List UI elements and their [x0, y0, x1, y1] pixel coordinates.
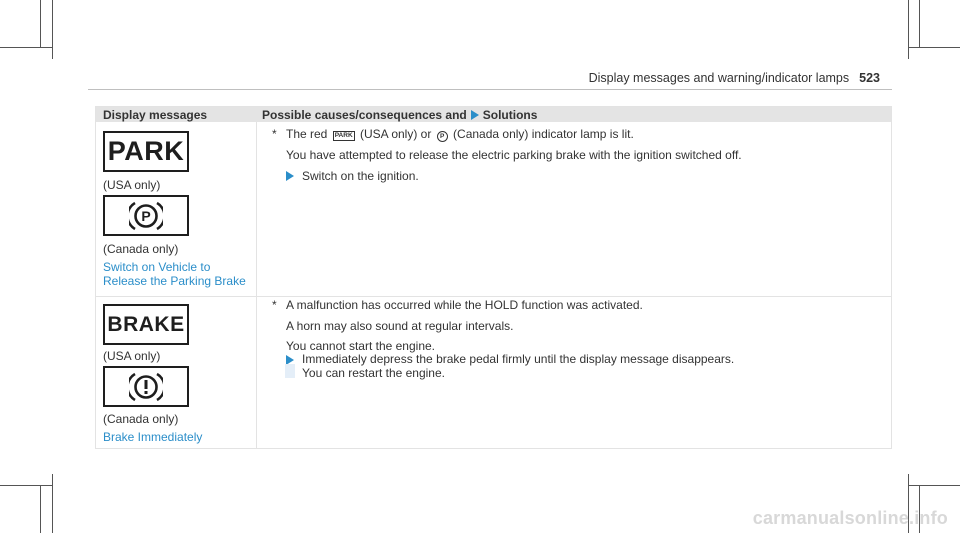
cause-text: A malfunction has occurred while the HOLD function was activated. — [286, 298, 643, 312]
row-divider — [96, 296, 891, 297]
page-header-title: Display messages and warning/indicator lamps — [588, 71, 850, 85]
page-header — [589, 71, 880, 85]
parking-brake-p-icon — [103, 195, 189, 236]
solution-text: Switch on the ignition. — [302, 169, 419, 183]
brake-warning-exclamation-icon — [103, 366, 189, 407]
column-divider — [256, 122, 257, 449]
solution-text: You can restart the engine. — [302, 366, 445, 380]
usa-only-note: (USA only) — [103, 178, 161, 192]
consequence-text: You cannot start the engine. — [286, 339, 436, 353]
park-lamp-icon: PARK — [103, 131, 189, 172]
usa-only-note: (USA only) — [103, 349, 161, 363]
crop-mark — [908, 485, 960, 486]
messages-table — [95, 106, 892, 449]
crop-mark — [52, 474, 53, 533]
crop-mark — [908, 0, 909, 59]
col-header-causes-solutions: Possible causes/consequences and Solutions — [262, 108, 538, 122]
action-arrow-icon — [471, 110, 479, 120]
bullet-star: * — [272, 127, 277, 141]
crop-mark — [908, 47, 960, 48]
crop-mark — [919, 0, 920, 47]
crop-mark — [0, 47, 52, 48]
action-arrow-icon — [286, 171, 294, 181]
table-header — [96, 107, 891, 122]
display-message-switch-on: Switch on Vehicle to Release the Parking Brake — [103, 260, 246, 288]
svg-text:P: P — [141, 207, 151, 224]
park-mini-icon: PARK — [334, 132, 353, 139]
canada-only-note: (Canada only) — [103, 242, 179, 256]
header-rule — [88, 89, 892, 90]
consequence-text: You have attempted to release the electric parking brake with the ignition switched off. — [286, 148, 742, 162]
col-header-display-messages: Display messages — [103, 108, 208, 122]
canada-only-note: (Canada only) — [103, 412, 179, 426]
bullet-star: * — [272, 298, 277, 312]
watermark: carmanualsonline.info — [752, 508, 948, 528]
solution-text: Immediately depress the brake pedal firmly until the display message disappears. — [302, 352, 735, 366]
brake-lamp-icon: BRAKE — [103, 304, 189, 345]
crop-mark — [0, 485, 52, 486]
cause-text: The red PARK (USA only) or P (Canada only) indicator lamp is lit. — [286, 127, 634, 141]
crop-mark — [40, 486, 41, 533]
parking-p-mini-icon: P — [437, 131, 448, 142]
page-number: 523 — [859, 71, 880, 85]
solution-highlight — [285, 364, 295, 378]
consequence-text: A horn may also sound at regular intervals. — [286, 319, 514, 333]
crop-mark — [52, 0, 53, 59]
display-message-brake-immediately: Brake Immediately — [103, 430, 203, 444]
crop-mark — [40, 0, 41, 47]
